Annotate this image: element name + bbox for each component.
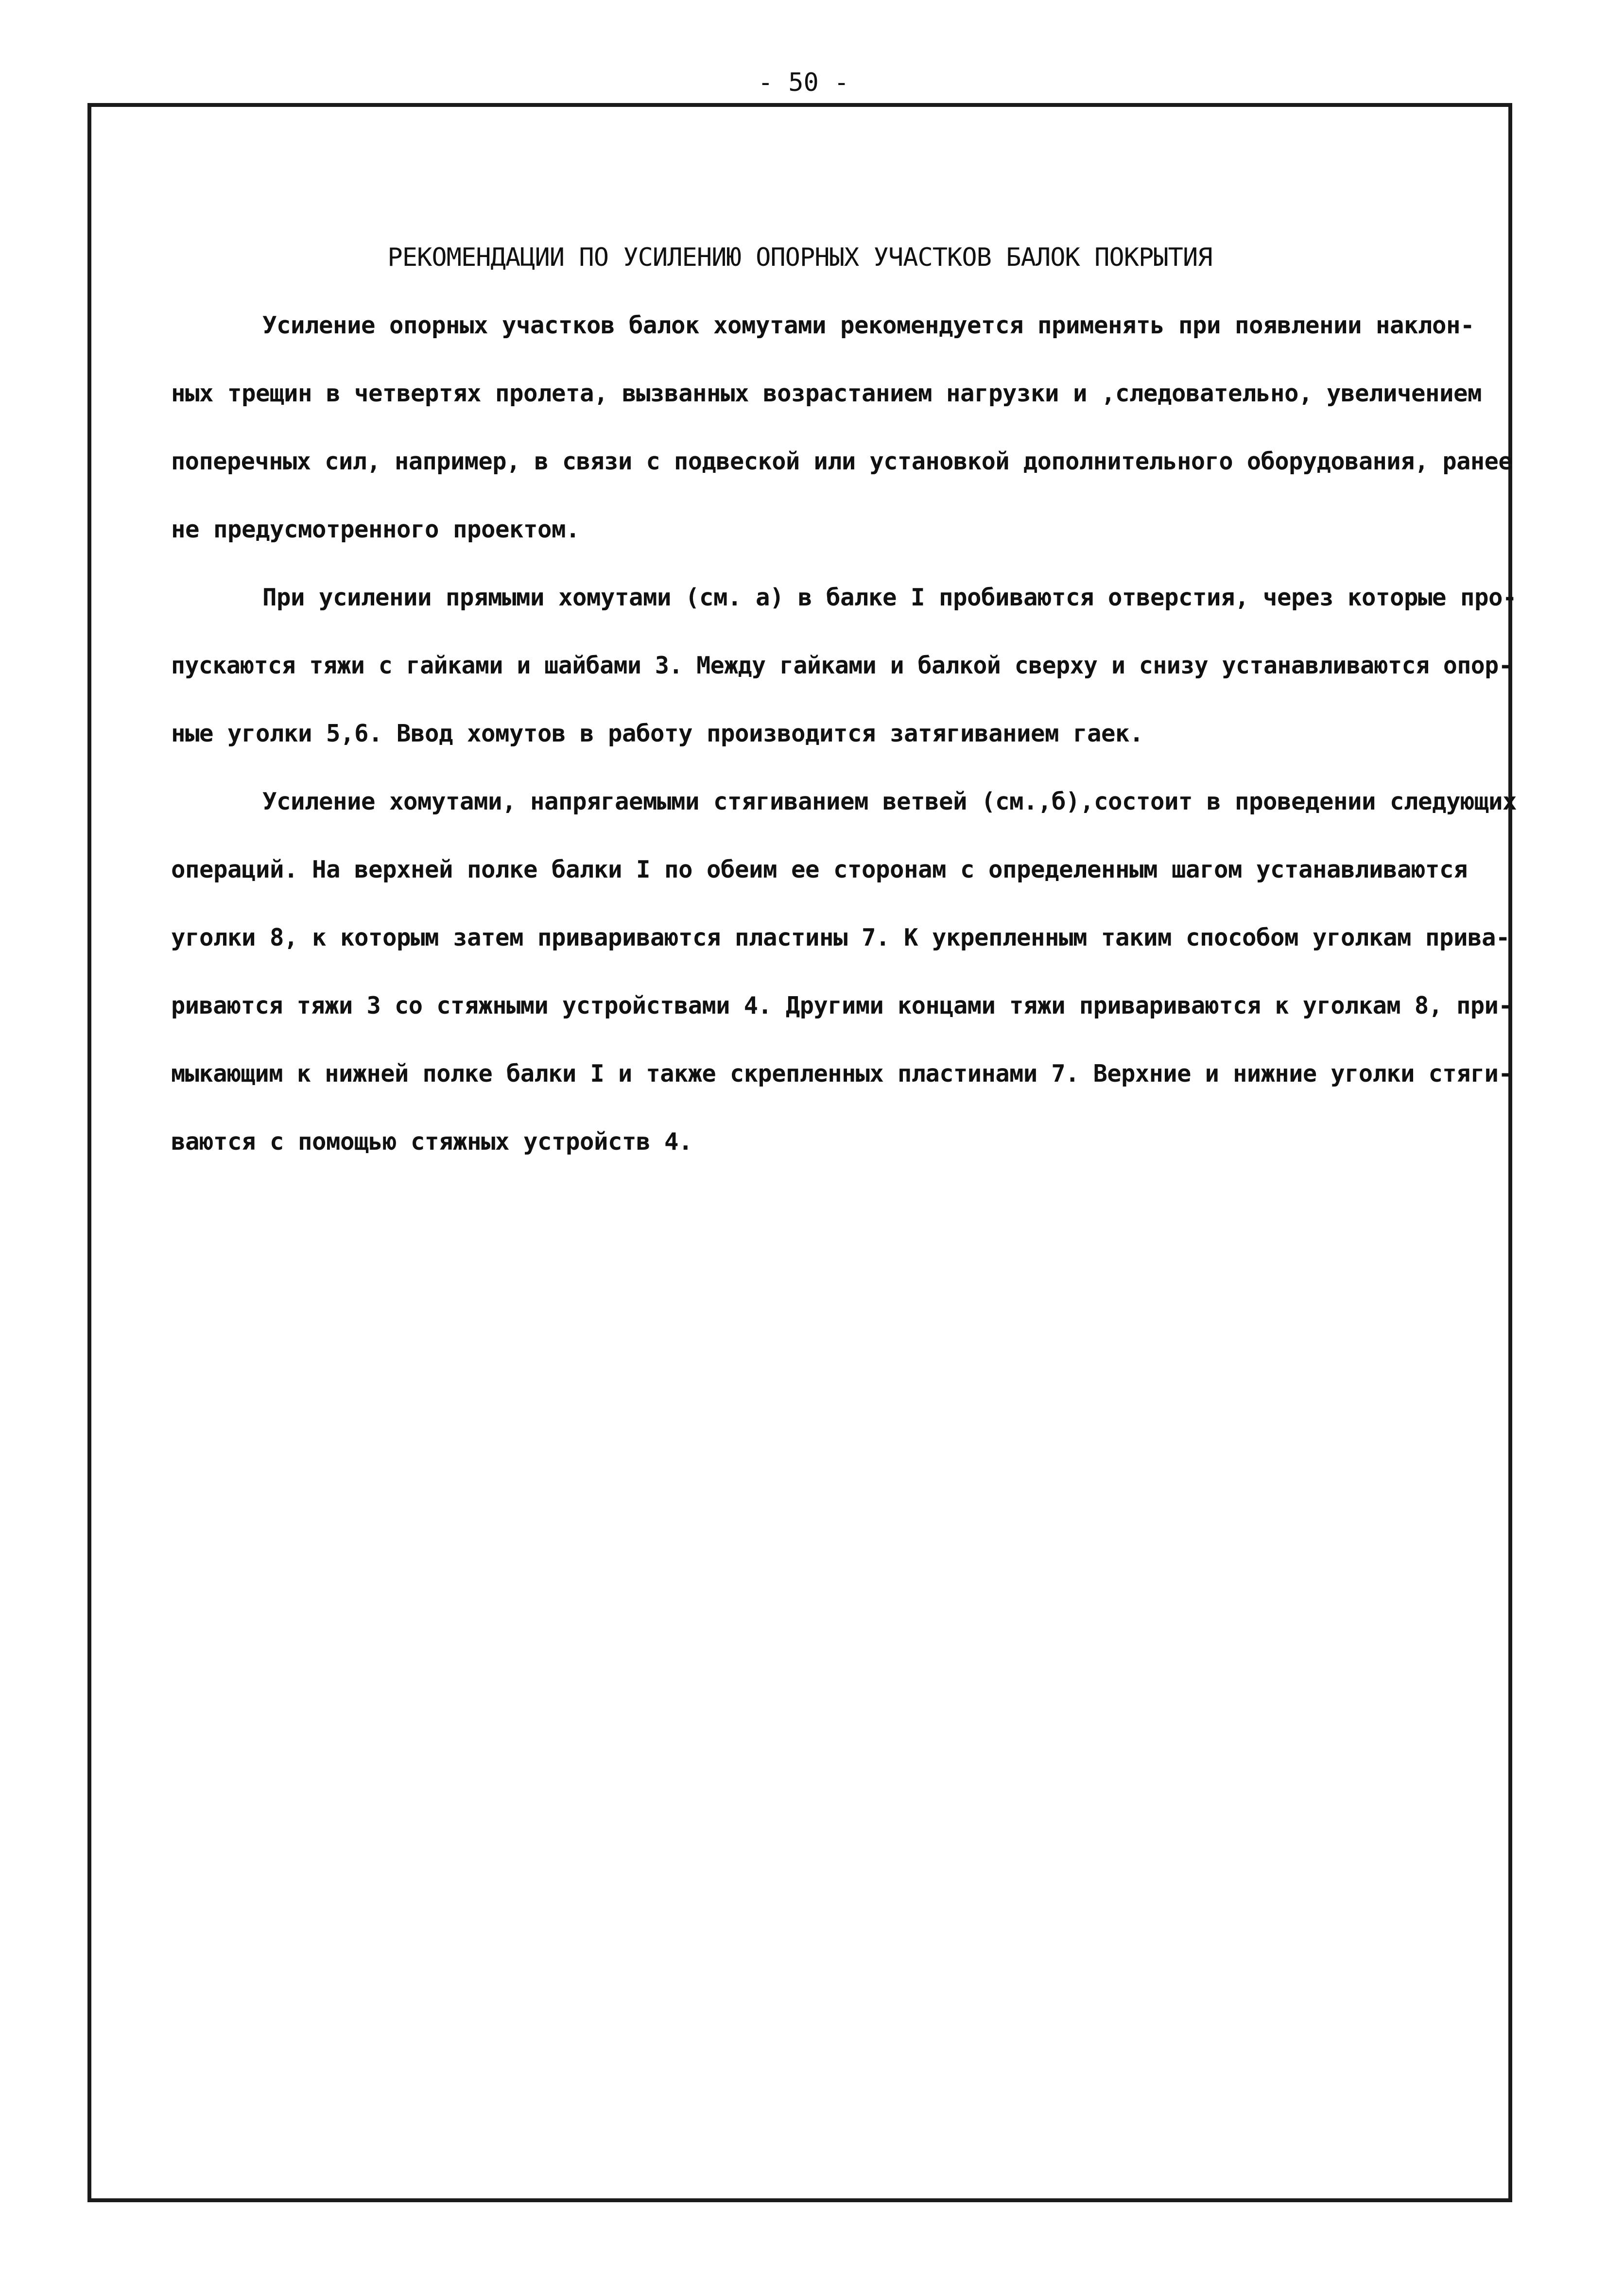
paragraph-line: уголки 8, к которым затем привариваются пластины 7. К укрепленным таким способом уголкам прива- (171, 924, 1510, 951)
page-number: - 50 - (758, 68, 849, 97)
paragraph-line: риваются тяжи 3 со стяжными устройствами 4. Другими концами тяжи привариваются к уголкам 8, при- (171, 992, 1513, 1019)
document-frame (87, 103, 1517, 2202)
paragraph-line: Усиление опорных участков балок хомутами рекомендуется применять при появлении наклон- (262, 311, 1475, 339)
paragraph-line: При усилении прямыми хомутами (см. а) в балке I пробиваются отверстия, через которые про- (262, 584, 1517, 611)
document-title: РЕКОМЕНДАЦИИ ПО УСИЛЕНИЮ ОПОРНЫХ УЧАСТКОВ БАЛОК ПОКРЫТИЯ (387, 243, 1212, 272)
paragraph-line: поперечных сил, например, в связи с подвеской или установкой дополнительного оборудования, ранее (171, 448, 1513, 475)
paragraph-line: Усиление хомутами, напрягаемыми стягиванием ветвей (см.,б),состоит в проведении следующих (262, 788, 1517, 815)
paragraph-line: операций. На верхней полке балки I по обеим ее сторонам с определенным шагом устанавливаются (171, 856, 1468, 883)
paragraph-line: пускаются тяжи с гайками и шайбами 3. Между гайками и балкой сверху и снизу устанавливаются опор- (171, 652, 1513, 679)
paragraph-line: мыкающим к нижней полке балки I и также скрепленных пластинами 7. Верхние и нижние уголки стяги- (171, 1060, 1513, 1088)
paragraph-line: ные уголки 5,6. Ввод хомутов в работу производится затягиванием гаек. (171, 720, 1144, 747)
paragraph-line: ваются с помощью стяжных устройств 4. (171, 1128, 693, 1156)
paragraph-line: не предусмотренного проектом. (171, 516, 580, 543)
paragraph-line: ных трещин в четвертях пролета, вызванных возрастанием нагрузки и ,следовательно, увеличением (171, 380, 1482, 407)
